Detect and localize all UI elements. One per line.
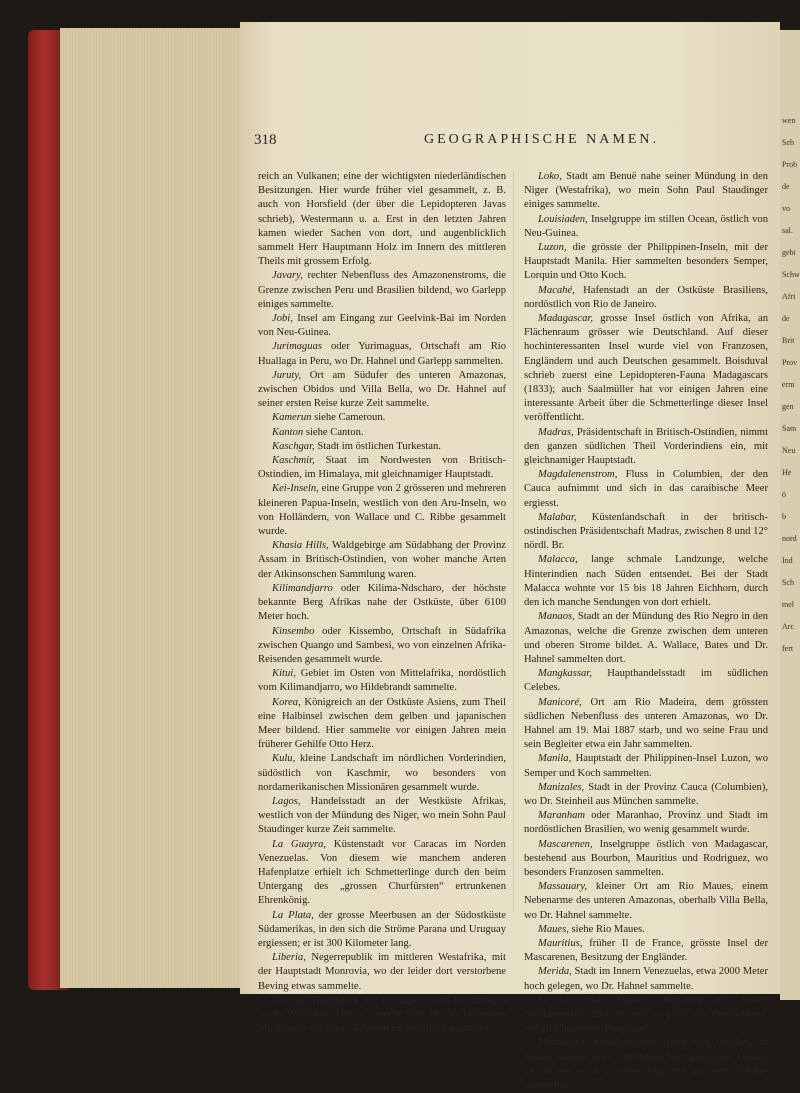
entry-text: oder Maranhao, Provinz und Stadt im nordöstlichen Brasilien, wo wenig gesammelt wurde. <box>524 810 768 836</box>
entry-keyword: La Plata, <box>272 909 314 921</box>
entry-keyword: Madras, <box>538 426 574 438</box>
entry-keyword: Loko, <box>538 171 562 182</box>
entry-text: früher Il de France, grösste Insel der Mascarenen, Besitzung der Engländer. <box>524 937 768 964</box>
entry-keyword: Kamerun <box>272 412 312 424</box>
right-page-fragment: Prov <box>782 358 798 367</box>
right-page-fragment: Schw <box>782 270 800 279</box>
entry-text: Stadt in der Provinz Cauca (Columbien), wo Dr. Steinheil aus München sammelte. <box>524 781 768 807</box>
entry-keyword: Luzon, <box>538 242 567 254</box>
entry-text: Waldgebirge am Südabhang der Provinz Assam in Britisch-Ostindien, von woher manche Arten der Atkinsonschen Sammlung waren. <box>258 540 506 580</box>
entry-keyword: Lagos, <box>272 795 301 807</box>
entry-keyword: Maues, <box>538 923 569 935</box>
entry-keyword: Jurimaguas <box>272 341 323 353</box>
column-divider <box>513 172 514 912</box>
dictionary-entry <box>524 994 768 1037</box>
entry-keyword: Kulu, <box>272 753 296 765</box>
entry-text: Inselgruppe östlich von Madagascar, bestehend aus Bourbon, Mauritius und Rodriguez, wo besonders Franzosen sammelten. <box>524 838 768 878</box>
entry-text: Küstenlandschaft in der britisch-ostindischen Präsidentschaft Madras, zwischen 8 und 12° nördl. Br. <box>524 511 768 552</box>
right-page-fragment: Sch <box>782 578 794 587</box>
entry-text: Königreich an der Ostküste Asiens, zum Theil eine Halbinsel zwischen dem gelben und japanischen Meer bildend. Hier sammelte vor einigen Jahren mein früherer Gehilfe Otto Herz. <box>258 696 506 751</box>
entry-text: Fluss in Columbien, der den Cauca aufnimmt und sich in das caraibische Meer ergiesst. <box>524 469 768 509</box>
dictionary-entry <box>258 369 506 412</box>
right-page-fragment: nord <box>782 534 797 543</box>
dictionary-entry <box>258 426 506 440</box>
entry-keyword: Khasia Hills, <box>272 540 329 552</box>
entry-text: Haupthandelsstadt im südlichen Celebes. <box>524 668 768 694</box>
dictionary-entry <box>524 610 768 667</box>
entry-keyword: Kaschgar, <box>272 440 315 452</box>
dictionary-entry <box>258 994 506 1037</box>
right-page-fragment: Arc <box>782 622 794 631</box>
entry-keyword: Juruty, <box>272 369 302 381</box>
page-title: GEOGRAPHISCHE NAMEN. <box>424 132 660 147</box>
entry-keyword: La Guayra, <box>272 838 327 850</box>
dictionary-entry <box>524 838 768 881</box>
entry-keyword: Javary, <box>272 270 303 282</box>
entry-keyword: Magdalenenstrom, <box>538 469 618 481</box>
dictionary-entry <box>258 170 506 269</box>
right-page-fragments <box>782 110 798 660</box>
entry-text: siehe Cameroun. <box>311 412 386 424</box>
entry-keyword: Mangkassar, <box>538 668 592 680</box>
entry-text: Inselgruppe im stillen Ocean, östlich von Neu-Guinea. <box>524 213 768 239</box>
entry-text: oder Kissembo, Ortschaft in Südafrika zwischen Quango und Sambesi, wo von einzelnen Afrika-Reisenden gesammelt wurde. <box>258 625 506 665</box>
dictionary-entry <box>524 880 768 923</box>
entry-text: Stadt an der Mündung des Rio Negro in den Amazonas, welche die Grenze zwischen dem unteren und oberen Strome bildet. A. Wallace, Bates und Dr. Hahnel sammelten dort. <box>524 611 768 665</box>
entry-keyword: Minahassa, <box>538 1037 588 1049</box>
entry-text: kleine Landschaft im nördlichen Vorderindien, südöstlich von Kaschmir, wo besonders von nordamerikanischen Missionären gesammelt wurde. <box>258 753 506 793</box>
dictionary-entry <box>524 965 768 993</box>
entry-keyword: Massauary, <box>538 881 588 893</box>
dictionary-entry <box>258 838 506 909</box>
right-page-fragment: sal. <box>782 226 793 235</box>
entry-text: Insel am Eingang zur Geelvink-Bai im Norden von Neu-Guinea. <box>258 313 506 339</box>
entry-keyword: Manizales, <box>538 781 585 793</box>
right-page-fragment: b <box>782 512 786 521</box>
right-page-fragment: Sam <box>782 424 797 433</box>
entry-text: Staat im Nordwesten von Britisch-Ostindien, im Himalaya, mit gleichnamiger Hauptstadt. <box>258 455 506 481</box>
entry-keyword: Maranham <box>538 810 586 822</box>
entry-text: lange schmale Landzunge, welche Hinterindien nach Süden entsendet. Bei der Stadt Malacca wohnte vor 15 bis 18 Jahren Eichhorn, durch den ich manche Sendungen von dort erhielt. <box>524 554 768 609</box>
book-page <box>240 22 780 1091</box>
dictionary-entry <box>258 312 506 340</box>
dictionary-entry <box>258 539 506 582</box>
right-page-fragment: gebi <box>782 248 796 257</box>
right-page-fragment: Prob <box>782 160 798 169</box>
dictionary-entry <box>524 312 768 426</box>
dictionary-entry <box>524 937 768 965</box>
dictionary-entry <box>524 553 768 610</box>
entry-text: Küstenstadt vor Caracas im Norden Venezuelas. Von diesem wie manchem anderen Hafenplatze erhielt ich Schmetterlinge durch den beim Untergang des „grossen Churfürsten“ ertrunkenen Ehrenkönig. <box>258 838 506 907</box>
entry-keyword: Macahé, <box>538 284 575 296</box>
dictionary-entry <box>524 284 768 312</box>
entry-keyword: Louisiaden, <box>538 213 588 225</box>
entry-text: kleiner Ort am Rio Maues, einem Nebenarme des unteren Amazonas, oberhalb Villa Bella, wo Dr. Hahnel sammelte. <box>524 881 768 921</box>
page-number: 318 <box>254 132 277 148</box>
dictionary-entry <box>524 667 768 695</box>
entry-keyword: Manicoré, <box>538 696 582 708</box>
entry-keyword: Merida, <box>538 966 572 978</box>
right-page-edge <box>780 30 800 1000</box>
entry-text: siehe Rio Maues. <box>568 923 645 935</box>
right-page-fragment: wen <box>782 116 796 125</box>
dictionary-entry <box>524 468 768 511</box>
entry-keyword: Jobi, <box>272 313 293 325</box>
right-page-fragment: gen <box>782 402 794 411</box>
dictionary-entry <box>524 426 768 469</box>
entry-text: Negerrepublik im mittleren Westafrika, mit der Hauptstadt Monrovia, wo der leider dort verstorbene Beving etwas sammelte. <box>258 952 506 992</box>
right-page-fragment: erm <box>782 380 795 389</box>
right-page-fragment: fert <box>782 644 794 653</box>
dictionary-entry <box>524 241 768 284</box>
entry-text: oder Mejiko, Republik im Süden Nordamerikas, über 3½ mal so gross wie Deutschland, mit gleichnamiger Hauptstadt. <box>524 994 768 1035</box>
dictionary-entry <box>258 411 506 425</box>
dictionary-entry <box>524 752 768 780</box>
right-page-fragment: de <box>782 182 790 191</box>
entry-text: Stadt am Benuë nahe seiner Mündung in den Niger (Westafrika), wo mein Sohn Paul Staudinger einiges sammelte. <box>524 171 768 211</box>
dictionary-entry <box>524 511 768 554</box>
entry-keyword: Kei-Inseln, <box>272 483 319 495</box>
right-page-fragment: de <box>782 314 790 323</box>
right-page-fragment: He <box>782 468 792 477</box>
left-column <box>258 170 506 1036</box>
page-header <box>254 132 774 152</box>
dictionary-entry <box>258 951 506 994</box>
entry-text: Stadt im Innern Venezuelas, etwa 2000 Meter hoch gelegen, wo Dr. Hahnel sammelte. <box>524 966 768 992</box>
dictionary-entry <box>524 1036 768 1093</box>
entry-keyword: Malabar, <box>538 511 577 523</box>
entry-text: Präsidentschaft in Britisch-Ostindien, nimmt den ganzen südlichen Theil Vorderindiens ein, mit gleichnamiger Hauptstadt. <box>524 426 768 467</box>
entry-keyword: Korea, <box>272 696 301 708</box>
entry-text: Ort am Südufer des unteren Amazonas, zwischen Obidos und Villa Bella, wo Dr. Hahnel auf seiner ersten Reise kurze Zeit sammelte. <box>258 369 506 410</box>
entry-text: Stadt im östlichen Turkestan. <box>314 440 441 452</box>
right-page-fragment: Neu <box>782 446 796 455</box>
dictionary-entry <box>258 440 506 454</box>
entry-keyword: Manila, <box>538 753 572 765</box>
right-page-fragment: mel <box>782 600 794 609</box>
entry-keyword: Mauritius, <box>538 937 583 949</box>
entry-text: Hauptstadt der portugiesischen Besitzungen an der Westküste Afrikas, unter 9° südl. Br., wo besonders Mr. Rogers vor etwa 14 Jahren für Hewitson sammelte. <box>258 994 506 1035</box>
right-page-fragment: Ind <box>782 556 793 565</box>
right-page-fragment: Seh <box>782 138 794 147</box>
page-stack <box>60 28 250 988</box>
entry-text: Hauptstadt der Philippinen-Insel Luzon, wo Semper und Koch sammelten. <box>524 753 768 779</box>
right-column <box>524 170 768 1093</box>
dictionary-entry <box>524 809 768 837</box>
entry-text: nordöstlichster Theil von Celebes, in dessen inneren, etwa 1000 Meter hoch gelegenen Theilen Dr. Platen etwa 2 Jahre lang mit grossem Erfolge sammelte. <box>524 1037 768 1091</box>
entry-text: siehe Canton. <box>303 426 364 438</box>
entry-keyword: Kitui, <box>272 668 296 680</box>
entry-keyword: Liberia, <box>272 952 306 964</box>
dictionary-entry <box>258 340 506 368</box>
entry-keyword: Kinsembo <box>272 625 315 637</box>
entry-keyword: Kaschmir, <box>272 455 315 467</box>
entry-text: die grösste der Philippinen-Inseln, mit der Hauptstadt Manila. Hier sammelten besonders Semper, Lorquin und Otto Koch. <box>524 242 768 282</box>
dictionary-entry <box>258 269 506 312</box>
right-page-fragment: Afri <box>782 292 796 301</box>
dictionary-entry <box>258 752 506 795</box>
dictionary-entry <box>258 454 506 482</box>
entry-keyword: Mexiko <box>538 994 570 1006</box>
entry-text: rechter Nebenfluss des Amazonenstroms, die Grenze zwischen Peru und Brasilien bildend, wo Garlepp einiges sammelte. <box>258 270 506 310</box>
dictionary-entry <box>258 625 506 668</box>
dictionary-entry <box>258 696 506 753</box>
entry-keyword: Manaos, <box>538 611 575 623</box>
dictionary-entry <box>258 582 506 625</box>
right-page-fragment: vo <box>782 204 790 213</box>
entry-keyword: Loanda, <box>272 994 308 1006</box>
entry-keyword: Kanton <box>272 426 304 438</box>
entry-keyword: Malacca, <box>538 554 578 566</box>
dictionary-entry <box>524 696 768 753</box>
entry-keyword: Kilimandjarro <box>272 582 333 594</box>
dictionary-entry <box>524 781 768 809</box>
entry-text: reich an Vulkanen; eine der wichtigsten niederländischen Besitzungen. Hier wurde früher viel gesammelt, z. B. auch von Horsfield (der über die Lepidopteren Javas schrieb), Westermann u. a. Erst in den letzten Jahren kamen wieder Sachen von dort, und augenblicklich sammelt Herr Hauptmann Holz im Innern des mittleren Theils mit grossem Erfolg. <box>258 171 506 268</box>
right-page-fragment: Brit <box>782 336 795 345</box>
entry-text: eine Gruppe von 2 grösseren und mehreren kleineren Papua-Inseln, westlich von den Aru-Inseln, wo von Holländern, von Wallace und C. Ribbe gesammelt wurde. <box>258 483 506 538</box>
entry-text: oder Yurimaguas, Ortschaft am Rio Huallaga in Peru, wo Dr. Hahnel und Garlepp sammelten. <box>258 341 506 367</box>
entry-keyword: Madagascar, <box>538 313 594 325</box>
entry-text: oder Kilima-Ndscharo, der höchste bekannte Berg Afrikas nahe der Ostküste, über 6100 Meter hoch. <box>258 582 506 623</box>
entry-text: grosse Insel östlich von Afrika, an Flächenraum grösser wie Deutschland. Auf dieser hochinteressanten Insel wurde viel von Franzosen, Engländern und auch Deutschen gesammelt. Boisduval schrieb zuerst eine Lepidopteren-Fauna Madagascars (1833); auch Saalmüller hat vor einigen Jahren eine interessante Arbeit über die Schmetterlinge dieser Insel veröffentlicht. <box>524 313 768 424</box>
dictionary-entry <box>258 667 506 695</box>
dictionary-entry <box>258 795 506 838</box>
entry-text: Hafenstadt an der Ostküste Brasiliens, nordöstlich von Rio de Janeiro. <box>524 284 768 310</box>
dictionary-entry <box>258 909 506 952</box>
entry-text: der grosse Meerbusen an der Südostküste Südamerikas, in den sich die Ströme Parana und Uruguay ergiessen; er ist 300 Kilometer lang. <box>258 909 506 949</box>
dictionary-entry <box>524 923 768 937</box>
right-page-fragment: ö <box>782 490 786 499</box>
entry-text: Ort am Rio Madeira, dem grössten südlichen Nebenfluss des unteren Amazonas, wo Dr. Hahnel am 19. Mai 1887 starb, und wo seine Frau und sein Begleiter etwa ein Jahr sammelten. <box>524 696 768 751</box>
entry-text: Gebiet im Osten von Mittelafrika, nordöstlich vom Kilimandjarro, wo Hildebrandt sammelte. <box>258 668 506 694</box>
dictionary-entry <box>524 213 768 241</box>
dictionary-entry <box>524 170 768 213</box>
entry-keyword: Mascarenen, <box>538 838 593 850</box>
dictionary-entry <box>258 482 506 539</box>
entry-text: Handelsstadt an der Westküste Afrikas, westlich von der Mündung des Niger, wo mein Sohn Paul Staudinger kurze Zeit sammelte. <box>258 795 506 836</box>
